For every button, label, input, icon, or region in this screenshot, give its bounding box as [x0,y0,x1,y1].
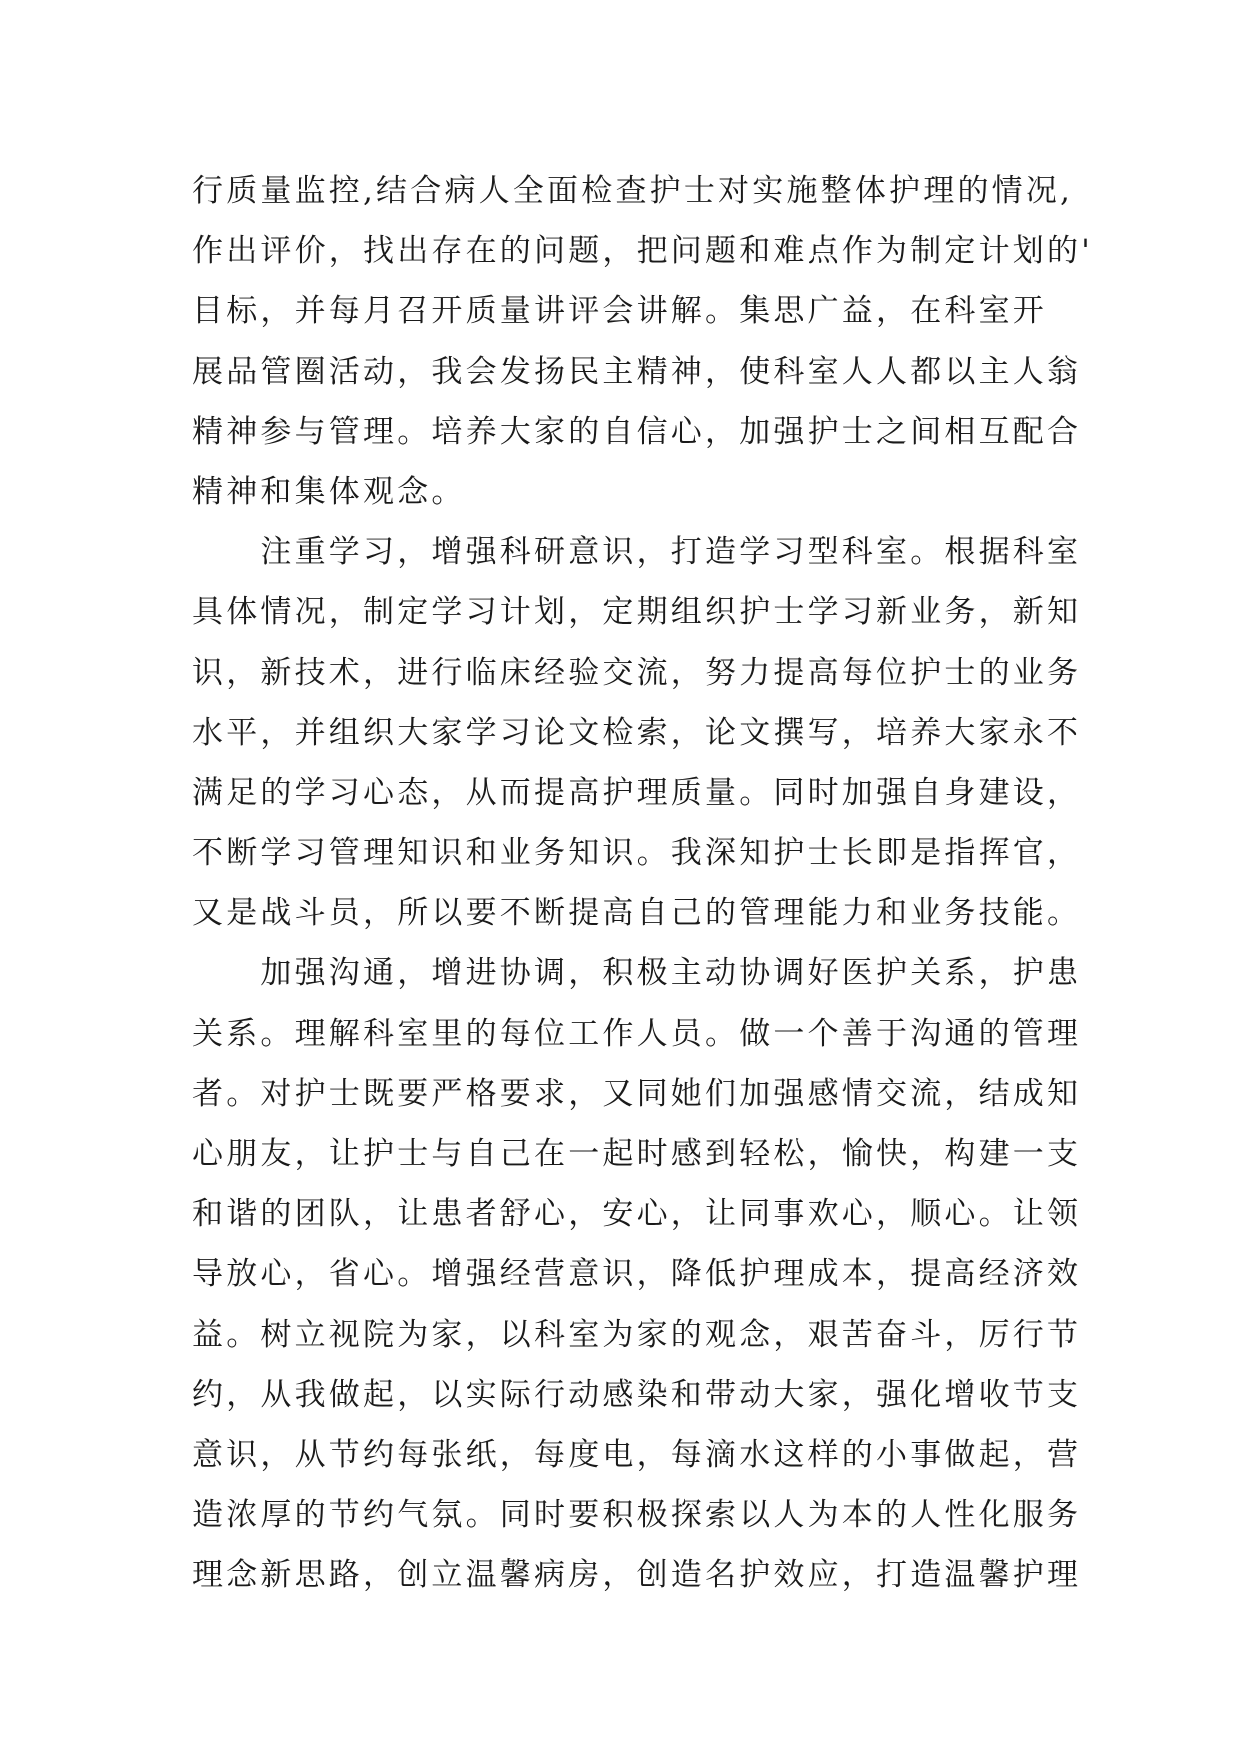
text-line: 又是战斗员，所以要不断提高自己的管理能力和业务技能。 [192,895,1082,932]
text-line: 造浓厚的节约气氛。同时要积极探索以人为本的人性化服务 [192,1497,1082,1534]
text-line: 识，新技术，进行临床经验交流，努力提高每位护士的业务 [192,654,1082,691]
text-line: 精神参与管理。培养大家的自信心，加强护士之间相互配合 [192,413,1082,450]
text-line: 者。对护士既要严格要求，又同她们加强感情交流，结成知 [192,1075,1082,1112]
text-line: 目标，并每月召开质量讲评会讲解。集思广益，在科室开 [192,293,1047,330]
text-line: 导放心，省心。增强经营意识，降低护理成本，提高经济效 [192,1256,1082,1293]
text-line: 行质量监控,结合病人全面检查护士对实施整体护理的情况, [192,173,1074,209]
paragraph-start-line: 加强沟通，增进协调，积极主动协调好医护关系，护患 [192,955,1082,992]
text-line: 精神和集体观念。 [192,473,466,510]
paragraph-start-line: 注重学习，增强科研意识，打造学习型科室。根据科室 [192,534,1082,571]
text-line: 作出评价，找出存在的问题，把问题和难点作为制定计划的' [192,233,1093,270]
text-line: 益。树立视院为家，以科室为家的观念，艰苦奋斗，厉行节 [192,1316,1082,1353]
text-line: 和谐的团队，让患者舒心，安心，让同事欢心，顺心。让领 [192,1196,1082,1233]
text-line: 具体情况，制定学习计划，定期组织护士学习新业务，新知 [192,594,1082,631]
text-line: 意识，从节约每张纸，每度电，每滴水这样的小事做起，营 [192,1436,1082,1473]
text-line: 展品管圈活动，我会发扬民主精神，使科室人人都以主人翁 [192,353,1082,390]
body-text [192,161,1092,1606]
text-line: 满足的学习心态，从而提高护理质量。同时加强自身建设， [192,774,1082,811]
text-line: 约，从我做起，以实际行动感染和带动大家，强化增收节支 [192,1376,1082,1413]
text-line: 关系。理解科室里的每位工作人员。做一个善于沟通的管理 [192,1015,1082,1052]
text-line: 不断学习管理知识和业务知识。我深知护士长即是指挥官， [192,835,1082,872]
text-line: 心朋友，让护士与自己在一起时感到轻松，愉快，构建一支 [192,1136,1082,1172]
text-line: 理念新思路，创立温馨病房，创造名护效应，打造温馨护理 [192,1557,1082,1594]
text-line: 水平，并组织大家学习论文检索，论文撰写，培养大家永不 [192,714,1082,751]
